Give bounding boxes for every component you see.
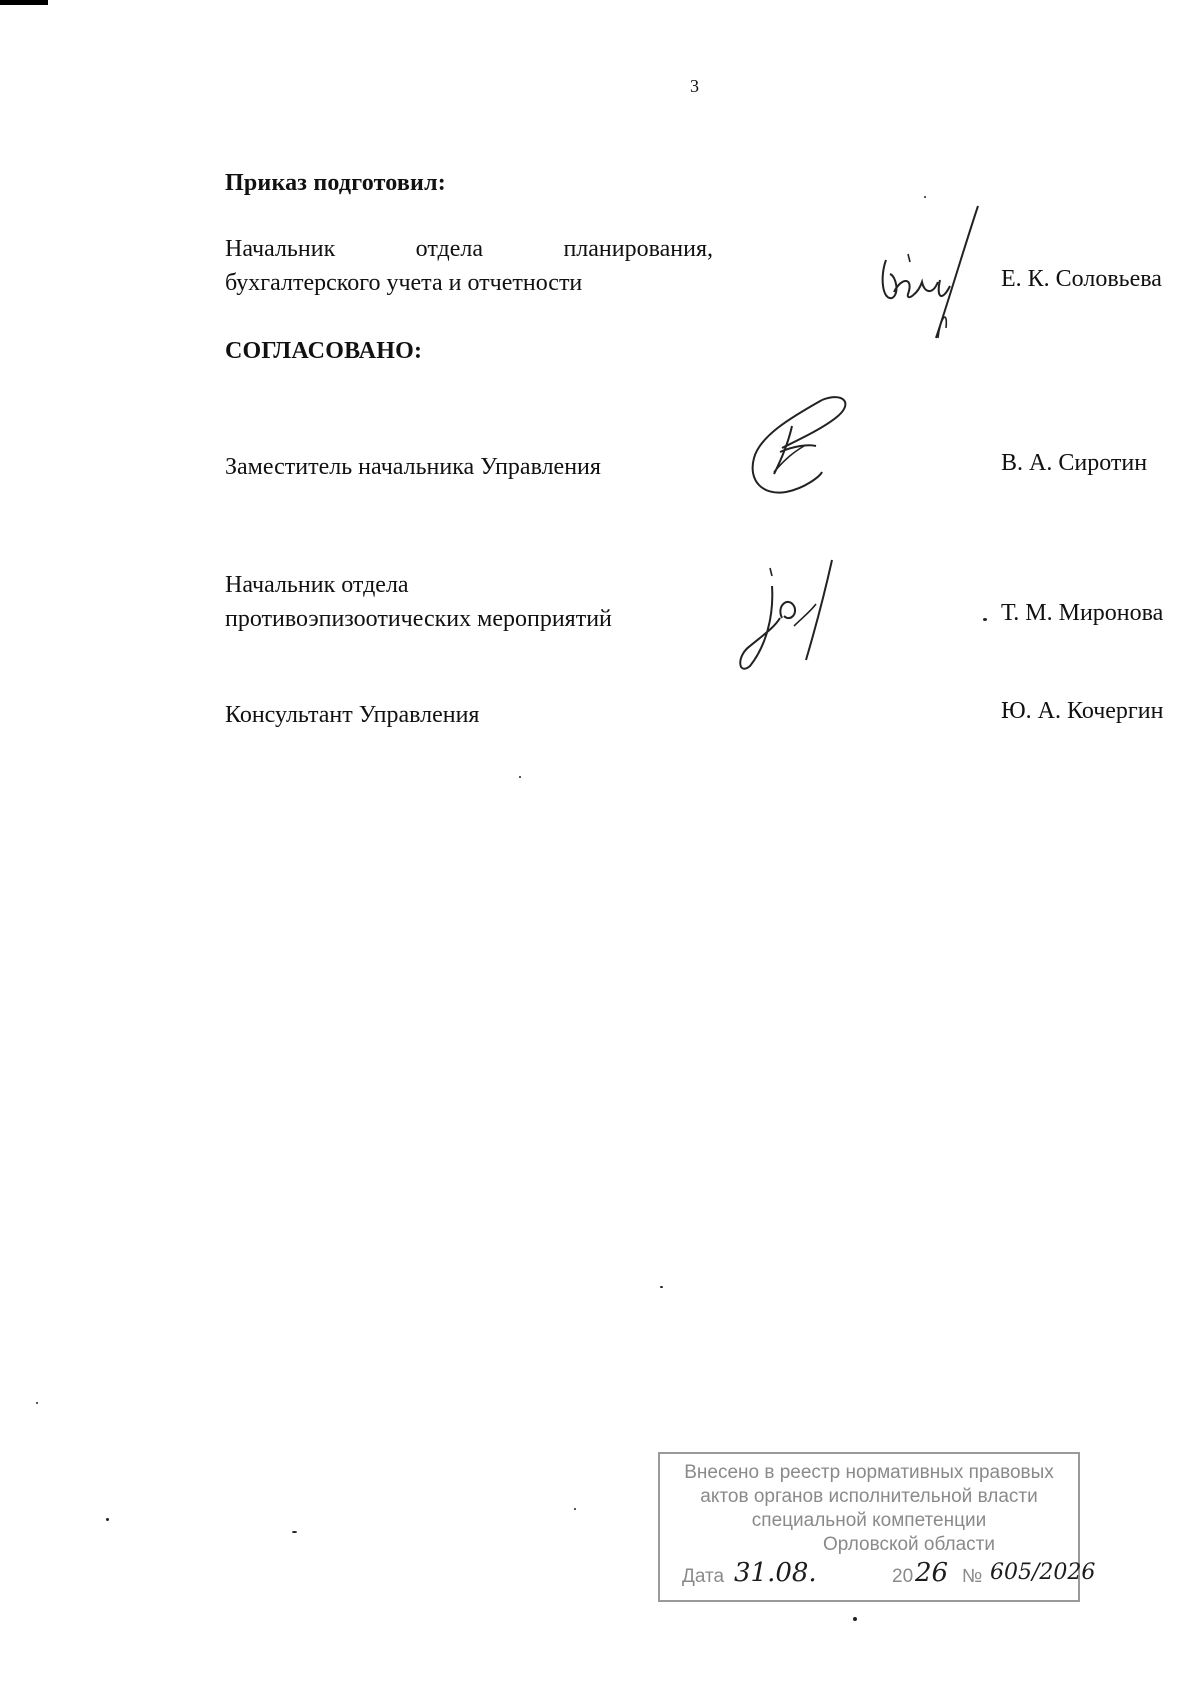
prepared-position (225, 232, 713, 300)
stamp-year-handwritten: 26 (915, 1558, 949, 1588)
signature-sirotin (730, 388, 860, 513)
prepared-position-line2: бухгалтерского учета и отчетности (225, 270, 583, 296)
stamp-line4: Орловской области (823, 1534, 995, 1555)
position-line1: Начальник отдела (225, 572, 409, 598)
stamp-line2: актов органов исполнительной власти (700, 1486, 1038, 1507)
scan-speck (983, 618, 987, 621)
approved-heading: СОГЛАСОВАНО: (225, 338, 423, 364)
name-kochergin: Ю. А. Кочергин (1001, 698, 1164, 724)
position-line2: противоэпизоотических мероприятий (225, 606, 612, 632)
scan-speck (660, 1286, 663, 1288)
stamp-line1: Внесено в реестр нормативных правовых (684, 1462, 1054, 1483)
scan-speck (519, 776, 521, 778)
prepared-position-line1: Начальник отдела планирования, (225, 236, 713, 262)
page-number: 3 (690, 76, 699, 96)
registry-stamp (658, 1452, 1096, 1602)
scan-speck (853, 1617, 857, 1621)
stamp-line3: специальной компетенции (751, 1510, 987, 1531)
stamp-number-label: № (962, 1566, 983, 1587)
scan-edge-mark (0, 0, 48, 5)
prepared-by-heading: Приказ подготовил: (225, 170, 446, 196)
stamp-date-handwritten: 31.08. (734, 1558, 817, 1588)
stamp-number-handwritten: 605/2026 (990, 1560, 1096, 1585)
stamp-date-label: Дата (682, 1566, 725, 1587)
position-epizootic-head (225, 568, 612, 636)
scan-speck (574, 1508, 576, 1510)
signature-mironova (736, 556, 846, 676)
position-consultant: Консультант Управления (225, 702, 480, 728)
signature-solovyeva (878, 198, 998, 353)
scan-speck (292, 1531, 297, 1533)
position-deputy-head: Заместитель начальника Управления (225, 454, 601, 480)
name-mironova: Т. М. Миронова (1001, 600, 1164, 626)
scan-speck (36, 1402, 38, 1404)
name-sirotin: В. А. Сиротин (1001, 450, 1148, 476)
name-solovyeva: Е. К. Соловьева (1001, 266, 1162, 292)
scan-speck (106, 1518, 109, 1521)
stamp-year-printed: 20 (892, 1566, 914, 1587)
scan-speck (924, 196, 926, 198)
